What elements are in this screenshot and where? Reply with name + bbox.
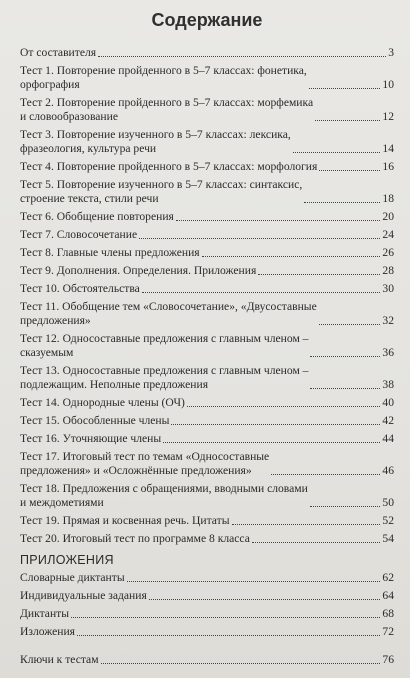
toc-entry-page: 18	[382, 192, 394, 205]
dot-leader	[77, 635, 380, 636]
dot-leader	[139, 238, 380, 239]
appendix-entry	[20, 607, 394, 621]
toc-entry-text	[20, 589, 147, 603]
dot-leader	[310, 506, 381, 507]
toc-entry	[20, 282, 394, 296]
toc-entry-text	[20, 432, 161, 446]
toc-entry-keys	[20, 653, 394, 667]
dot-leader	[101, 663, 381, 664]
appendix-heading: ПРИЛОЖЕНИЯ	[20, 553, 114, 567]
toc-entry-line: орфография	[20, 78, 80, 91]
dot-leader	[304, 202, 380, 203]
dot-leader	[252, 542, 381, 543]
spacer	[20, 643, 394, 653]
toc-entry-line: От составителя	[20, 46, 97, 59]
toc-entry-text	[20, 625, 75, 639]
appendix-entry	[20, 589, 394, 603]
toc-entry-line: предложения» и «Осложнённые предложения»	[20, 464, 252, 477]
toc-entry-text	[20, 450, 269, 478]
toc-entry-line: Ключи к тестам	[20, 653, 99, 666]
dot-leader	[310, 356, 380, 357]
toc-entry-page: 54	[382, 532, 394, 545]
toc-entry	[20, 96, 394, 124]
dot-leader	[142, 292, 381, 293]
toc-entry-page: 40	[382, 396, 394, 409]
toc-entry	[20, 64, 394, 92]
toc-entry-line: предложения»	[20, 314, 91, 327]
toc-entry	[20, 160, 394, 174]
toc-entry	[20, 364, 394, 392]
page-title: Содержание	[151, 10, 263, 30]
toc-entry-page: 42	[382, 414, 394, 427]
appendix-list	[20, 571, 394, 639]
dot-leader	[319, 170, 380, 171]
toc-entry-text	[20, 46, 96, 60]
toc-entry-text	[20, 160, 317, 174]
toc-entry-text	[20, 532, 250, 546]
toc-entry-text	[20, 514, 230, 528]
toc-entry-page: 44	[382, 432, 394, 445]
toc-entry-line: Тест 1. Повторение пройденного в 5–7 классах: фонетика,	[20, 64, 307, 77]
dot-leader	[293, 152, 381, 153]
toc-entry	[20, 264, 394, 278]
toc-entry-page: 30	[382, 282, 394, 295]
toc-entry-line: Тест 4. Повторение пройденного в 5–7 классах: морфология	[20, 160, 318, 173]
toc-entry-page: 36	[382, 346, 394, 359]
toc-entry-line: фразеология, культура речи	[20, 142, 157, 155]
toc-entry-text	[20, 607, 69, 621]
toc-entry-line: Индивидуальные задания	[20, 589, 147, 602]
toc-entry-page: 50	[382, 496, 394, 509]
toc-entry-page: 76	[382, 653, 394, 666]
toc-entry-line: подлежащим. Неполные предложения	[20, 378, 209, 391]
toc-entry-page: 68	[382, 607, 394, 620]
toc-entry-line: Тест 8. Главные члены предложения	[20, 246, 200, 259]
toc-entry-line: Диктанты	[20, 607, 70, 620]
toc-entry	[20, 414, 394, 428]
toc-entry-line: Тест 10. Обстоятельства	[20, 282, 140, 295]
dot-leader	[309, 88, 381, 89]
toc-entry-line: строение текста, стили речи	[20, 192, 159, 205]
toc-entry-line: Тест 11. Обобщение тем «Словосочетание», «Двусоставные	[20, 300, 317, 313]
toc-entry-line: и словообразование	[20, 110, 118, 123]
dot-leader	[202, 256, 381, 257]
dot-leader	[71, 617, 380, 618]
toc-entry-line: Тест 17. Итоговый тест по темам «Односоставные	[20, 450, 270, 463]
toc-entry-line: Тест 15. Обособленные члены	[20, 414, 170, 427]
dot-leader	[315, 120, 380, 121]
toc-entry	[20, 246, 394, 260]
toc-entry-line: Тест 20. Итоговый тест по программе 8 класса	[20, 532, 250, 545]
toc-entry	[20, 128, 394, 156]
toc-entry-line: Тест 13. Односоставные предложения с главным членом –	[20, 364, 309, 377]
dot-leader	[271, 474, 380, 475]
toc-entry-line: Тест 3. Повторение изученного в 5–7 классах: лексика,	[20, 128, 291, 141]
toc-entry-text	[20, 246, 200, 260]
toc-entry-text	[20, 282, 140, 296]
dot-leader	[176, 220, 381, 221]
toc-entry-text	[20, 228, 137, 242]
toc-entry-text	[20, 64, 307, 92]
toc-entry	[20, 532, 394, 546]
toc-entry-line: Тест 12. Односоставные предложения с главным членом –	[20, 332, 309, 345]
dot-leader	[232, 524, 381, 525]
toc-entry-text	[20, 300, 317, 328]
dot-leader	[127, 581, 381, 582]
toc-entry	[20, 514, 394, 528]
toc-entry-line: сказуемым	[20, 346, 74, 359]
toc-entry-line: Тест 9. Дополнения. Определения. Приложения	[20, 264, 257, 277]
toc-entry	[20, 178, 394, 206]
dot-leader	[149, 599, 381, 600]
toc-entry-text	[20, 571, 125, 585]
toc-entry-page: 62	[382, 571, 394, 584]
toc-entry-text	[20, 653, 99, 667]
toc-entry-text	[20, 210, 174, 224]
toc-entry-text	[20, 128, 291, 156]
toc-entry	[20, 300, 394, 328]
toc-entry-text	[20, 396, 185, 410]
toc-entry	[20, 450, 394, 478]
toc-entry-page: 32	[382, 314, 394, 327]
toc-entry-line: Тест 2. Повторение пройденного в 5–7 классах: морфемика	[20, 96, 314, 109]
toc-entry	[20, 332, 394, 360]
toc-entry	[20, 228, 394, 242]
toc-entry-text	[20, 482, 308, 510]
toc-entry-line: и междометиями	[20, 496, 104, 509]
toc-entry-line: Словарные диктанты	[20, 571, 125, 584]
toc-entry-page: 24	[382, 228, 394, 241]
toc-entry	[20, 432, 394, 446]
toc-entry-text	[20, 332, 308, 360]
dot-leader	[187, 406, 381, 407]
toc-entry-line: Тест 19. Прямая и косвенная речь. Цитаты	[20, 514, 230, 527]
toc-entry-line: Тест 7. Словосочетание	[20, 228, 138, 241]
dot-leader	[258, 274, 380, 275]
toc-entry-text	[20, 364, 308, 392]
toc-entry-text	[20, 178, 302, 206]
toc-entry-line: Тест 14. Однородные члены (ОЧ)	[20, 396, 185, 409]
toc-entry	[20, 396, 394, 410]
toc-entry-page: 3	[388, 46, 394, 59]
toc-entry-page: 16	[382, 160, 394, 173]
toc-entry-line: Тест 5. Повторение изученного в 5–7 классах: синтаксис,	[20, 178, 303, 191]
toc-entry-page: 64	[382, 589, 394, 602]
toc-entry-page: 38	[382, 378, 394, 391]
dot-leader	[163, 442, 380, 443]
toc-entry-page: 72	[382, 625, 394, 638]
toc-entry-page: 10	[382, 78, 394, 91]
toc-entry-page: 20	[382, 210, 394, 223]
toc-entry-text	[20, 414, 169, 428]
toc-entry	[20, 46, 394, 60]
dot-leader	[319, 324, 381, 325]
toc-entry-page: 26	[382, 246, 394, 259]
toc-entry	[20, 482, 394, 510]
toc-entry-line: Тест 6. Обобщение повторения	[20, 210, 174, 223]
toc-entry-text	[20, 264, 256, 278]
dot-leader	[310, 388, 380, 389]
toc-entry-line: Тест 18. Предложения с обращениями, вводными словами	[20, 482, 308, 495]
toc-entry-page: 12	[382, 110, 394, 123]
toc-entry-page: 52	[382, 514, 394, 527]
toc-entry	[20, 210, 394, 224]
toc-entry-text	[20, 96, 313, 124]
toc-entry-page: 14	[382, 142, 394, 155]
toc-entry-line: Тест 16. Уточняющие члены	[20, 432, 162, 445]
toc-entry-line: Изложения	[20, 625, 75, 638]
appendix-entry	[20, 625, 394, 639]
toc-entry-page: 28	[382, 264, 394, 277]
toc-list	[20, 46, 394, 546]
dot-leader	[98, 56, 386, 57]
dot-leader	[171, 424, 380, 425]
appendix-entry	[20, 571, 394, 585]
toc-entry-page: 46	[382, 464, 394, 477]
